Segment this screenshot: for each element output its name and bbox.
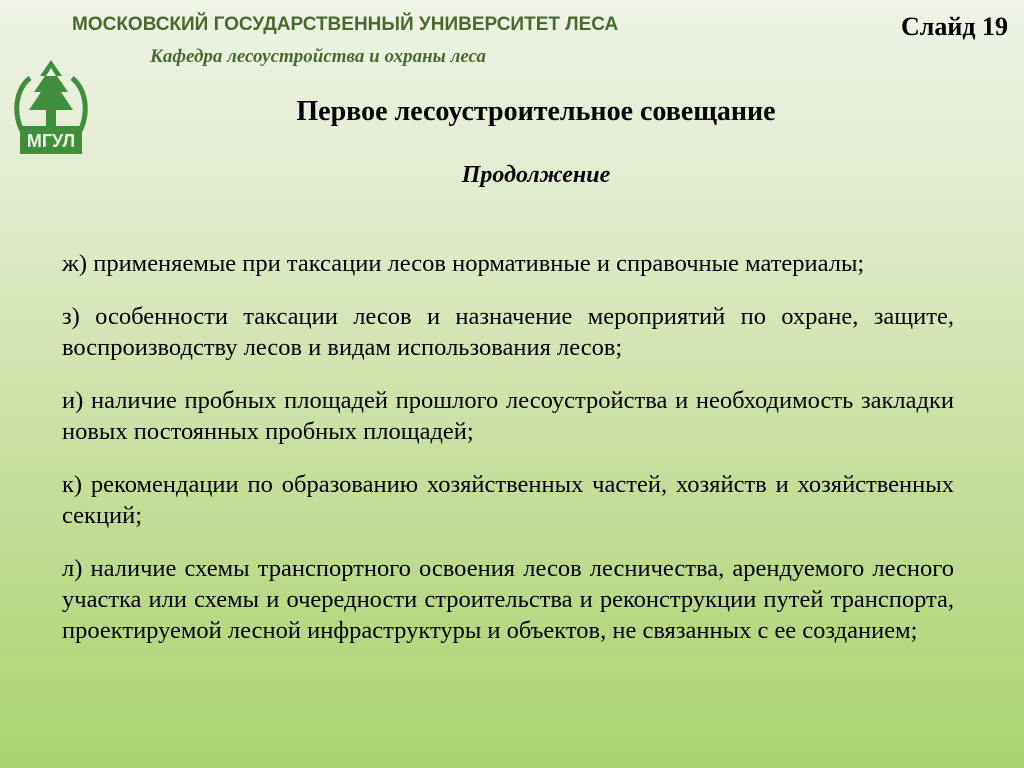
list-item: к) рекомендации по образованию хозяйственных частей, хозяйств и хозяйственных секций; bbox=[62, 471, 954, 529]
content-body bbox=[62, 248, 954, 668]
list-item: ж) применяемые при таксации лесов нормативные и справочные материалы; bbox=[62, 250, 865, 277]
list-item: л) наличие схемы транспортного освоения лесов лесничества, арендуемого лесного участка или схемы и очередности строительства и реконструкции путей транспорта, проектируемой лесной инфраструктуры и объектов, не связанных с ее созданием; bbox=[62, 555, 954, 644]
list-item: и) наличие пробных площадей прошлого лесоустройства и необходимость закладки новых постоянных пробных площадей; bbox=[62, 387, 954, 445]
slide-subtitle: Продолжение bbox=[461, 162, 611, 188]
slide-number: Слайд 19 bbox=[901, 12, 1008, 41]
list-item: з) особенности таксации лесов и назначение мероприятий по охране, защите, воспроизводству лесов и видам использования лесов; bbox=[62, 303, 954, 361]
slide-title: Первое лесоустроительное совещание bbox=[296, 96, 776, 127]
university-name: МОСКОВСКИЙ ГОСУДАРСТВЕННЫЙ УНИВЕРСИТЕТ ЛЕСА bbox=[72, 14, 619, 35]
department-name: Кафедра лесоустройства и охраны леса bbox=[150, 46, 486, 67]
svg-text:МГУЛ: МГУЛ bbox=[26, 131, 76, 151]
